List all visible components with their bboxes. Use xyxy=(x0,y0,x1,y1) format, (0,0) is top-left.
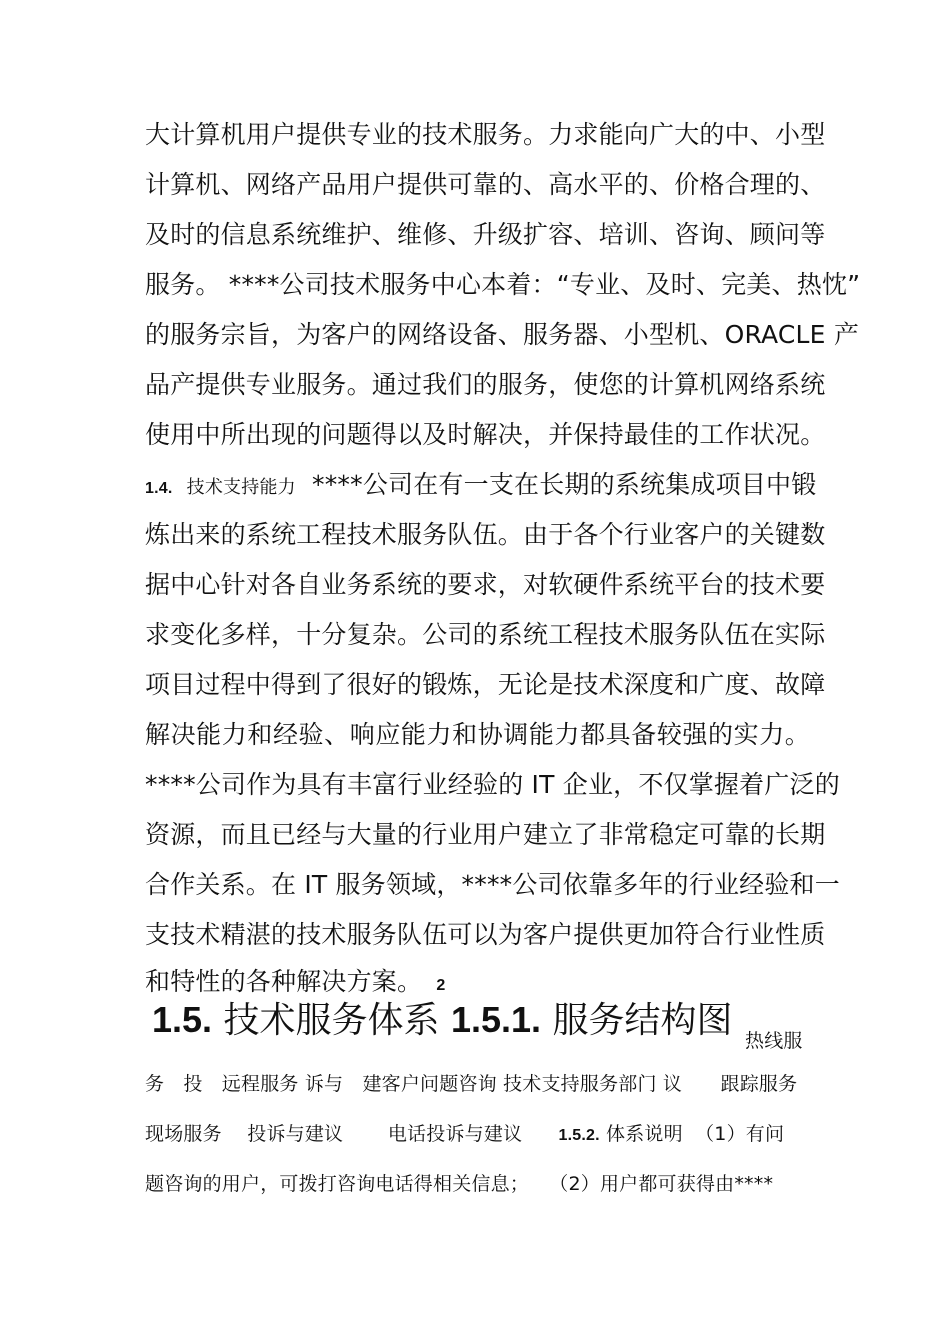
body-text: 和特性的各种解决方案。 xyxy=(145,967,423,996)
body-text-line: ****公司作为具有丰富行业经验的 IT 企业，不仅掌握着广泛的 xyxy=(145,770,840,799)
body-text-line: 服务。 ****公司技术服务中心本着：“专业、及时、完美、热忱” xyxy=(145,270,861,299)
subsection-number: 1.5.2. xyxy=(558,1127,600,1144)
section-title: 技术服务体系 xyxy=(223,1000,440,1041)
body-text: 题咨询的用户，可拨打咨询电话得相关信息； xyxy=(145,1173,530,1195)
body-text-line xyxy=(145,1166,810,1202)
body-text-line: 支技术精湛的技术服务队伍可以为客户提供更加符合行业性质 xyxy=(145,920,826,949)
body-text-line: 求变化多样，十分复杂。公司的系统工程技术服务队伍在实际 xyxy=(145,620,826,649)
body-text-line: 项目过程中得到了很好的锻炼，无论是技术深度和广度、故障 xyxy=(145,670,826,699)
diagram-label-row xyxy=(145,1116,810,1154)
body-text-line: 解决能力和经验、响应能力和协调能力都具备较强的实力。 xyxy=(145,720,810,749)
body-text-line: 资源，而且已经与大量的行业用户建立了非常稳定可靠的长期 xyxy=(145,820,826,849)
subsection-title: 体系说明 xyxy=(606,1123,683,1145)
diagram-label-text: 现场服务 投诉与建议 电话投诉与建议 xyxy=(145,1123,523,1145)
body-text-line: 合作关系。在 IT 服务领域，****公司依靠多年的行业经验和一 xyxy=(145,870,840,899)
section-number: 1.4. xyxy=(145,480,173,497)
subsection-title: 服务结构图 xyxy=(552,1000,733,1041)
section-1-4-first-line xyxy=(145,467,817,507)
body-text-line: 炼出来的系统工程技术服务队伍。由于各个行业客户的关键数 xyxy=(145,520,826,549)
body-text-line: 及时的信息系统维护、维修、升级扩容、培训、咨询、顾问等 xyxy=(145,220,826,249)
body-text-line: 计算机、网络产品用户提供可靠的、高水平的、价格合理的、 xyxy=(145,170,826,199)
page-number: 2 xyxy=(436,977,446,994)
body-text-line: 大计算机用户提供专业的技术服务。力求能向广大的中、小型 xyxy=(145,120,826,149)
body-text: ****公司在有一支在长期的系统集成项目中锻 xyxy=(312,470,817,499)
body-text: （1）有问 xyxy=(695,1123,785,1145)
body-text-line: 使用中所出现的问题得以及时解决，并保持最佳的工作状况。 xyxy=(145,420,826,449)
section-1-5-heading xyxy=(152,998,733,1043)
body-text: （2）用户都可获得由**** xyxy=(549,1173,774,1195)
diagram-label-row: 务 投 远程服务 诉与 建客户问题咨询 技术支持服务部门 议 跟踪服务 xyxy=(145,1073,798,1095)
body-text-line: 的服务宗旨，为客户的网络设备、服务器、小型机、ORACLE 产 xyxy=(145,320,860,349)
section-title: 技术支持能力 xyxy=(186,477,296,498)
body-text-line: 品产提供专业服务。通过我们的服务，使您的计算机网络系统 xyxy=(145,370,826,399)
body-text-line: 据中心针对各自业务系统的要求，对软硬件系统平台的技术要 xyxy=(145,570,826,599)
section-number: 1.5. xyxy=(152,999,213,1040)
subsection-number: 1.5.1. xyxy=(450,999,542,1040)
diagram-label: 热线服 xyxy=(745,1030,803,1052)
